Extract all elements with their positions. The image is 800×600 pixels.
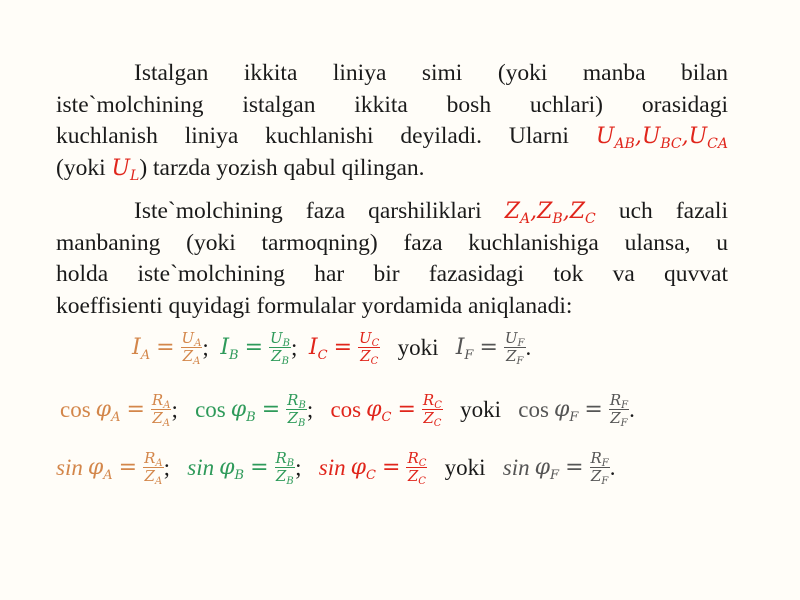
formula-sinB: sin $\varphi_B$ = $\frac{R_B}{Z_B}$ (187, 449, 295, 487)
sep: ; (163, 454, 170, 480)
para1-line2-text: iste`molchining istalgan ikkita bosh uchlari) orasidagi (56, 91, 728, 118)
para2-line3 (56, 259, 728, 291)
period: . (609, 454, 616, 480)
para1-line4 (56, 153, 728, 185)
period: . (629, 396, 635, 422)
sep: ; (295, 454, 302, 480)
para2-line4 (56, 291, 728, 323)
formula-cosA: cos $\varphi_A$ = $\frac{R_A}{Z_A}$ (60, 391, 171, 429)
formula-IB: $I_B$ = $\frac{U_B}{Z_B}$ (220, 329, 291, 367)
formula-row-sin (56, 450, 616, 485)
formula-IF: $I_F$ = $\frac{U_F}{Z_F}$ (455, 329, 525, 367)
impedance-symbols: $Z_A,Z_B,Z_C$ (504, 199, 596, 227)
formula-IC: $I_C$ = $\frac{U_C}{Z_C}$ (308, 329, 380, 367)
yoki-connector: yoki (397, 334, 439, 360)
formula-cosB: cos $\varphi_B$ = $\frac{R_B}{Z_B}$ (195, 391, 306, 429)
para1-line4-pre: (yoki (56, 154, 106, 181)
yoki-connector: yoki (460, 396, 502, 422)
formula-IA: $I_A$ = $\frac{U_A}{Z_A}$ (132, 329, 202, 367)
para1-line3-text: kuchlanish liniya kuchlanishi deyiladi. Ularni (56, 123, 569, 149)
paragraph-2 (56, 196, 728, 322)
para1-line1 (56, 58, 728, 90)
formula-sinC: sin $\varphi_C$ = $\frac{R_C}{Z_C}$ (318, 449, 427, 487)
para2-line2-text: manbaning (yoki tarmoqning) faza kuchlanishiga ulansa, u (56, 229, 728, 256)
para2-line3-text: holda iste`molchining har bir fazasidagi tok va quvvat (56, 261, 728, 287)
paragraph-1 (56, 58, 728, 184)
para2-line1-post: uch fazali (618, 198, 728, 224)
para1-line3 (56, 121, 728, 153)
sep: ; (291, 334, 298, 360)
para1-line2 (56, 90, 728, 122)
para2-line1 (56, 196, 728, 228)
para1-line1-text: Istalgan ikkita liniya simi (yoki manba bilan (134, 60, 728, 86)
period: . (525, 334, 532, 360)
para2-line1-pre: Iste`molchining faza qarshiliklari (134, 198, 482, 224)
line-voltage-symbols: $U_{AB},U_{BC},U_{CA}$ (595, 124, 728, 152)
formula-row-currents (132, 330, 531, 365)
para1-line4-post: ) tarzda yozish qabul qilingan. (139, 154, 425, 181)
sep: ; (306, 396, 314, 422)
formula-sinF: sin $\varphi_F$ = $\frac{R_F}{Z_F}$ (502, 449, 609, 487)
symbol-UL: $U_L$ (111, 155, 140, 184)
sep: ; (171, 396, 178, 422)
yoki-connector: yoki (444, 454, 486, 480)
sep: ; (202, 334, 209, 360)
para2-line2 (56, 228, 728, 260)
formula-cosC: cos $\varphi_C$ = $\frac{R_C}{Z_C}$ (330, 391, 442, 429)
para2-line4-text: koeffisienti quyidagi formulalar yordamida aniqlanadi: (56, 292, 573, 319)
formula-sinA: sin $\varphi_A$ = $\frac{R_A}{Z_A}$ (56, 449, 163, 487)
formula-row-cos (60, 392, 635, 427)
formula-cosF: cos $\varphi_F$ = $\frac{R_F}{Z_F}$ (518, 391, 629, 429)
